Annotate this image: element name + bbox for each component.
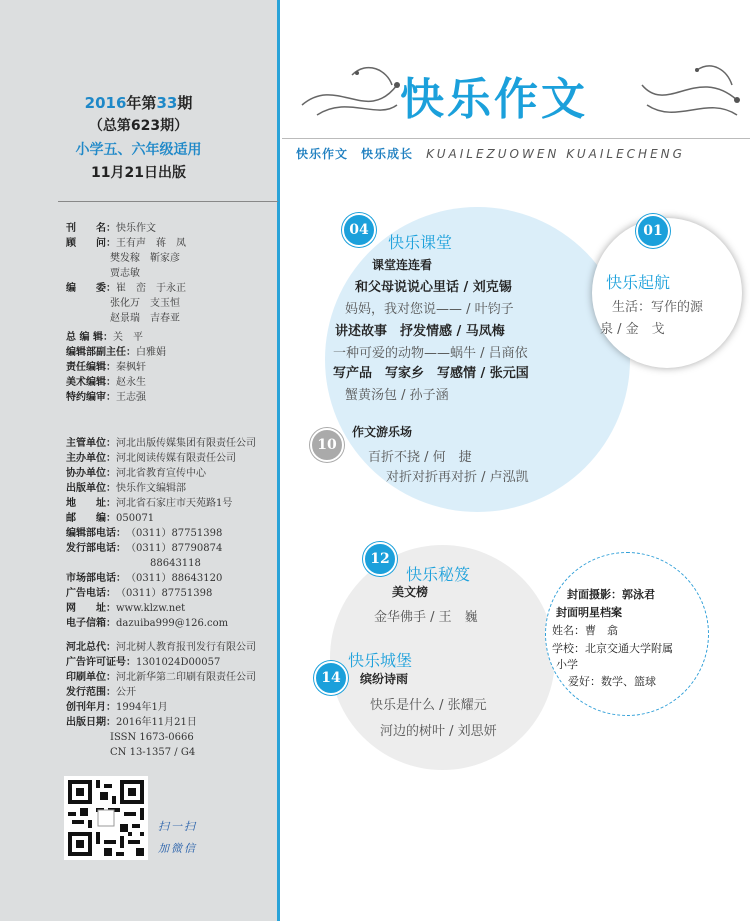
credit-row — [66, 745, 256, 760]
credit-value: www.klzw.net — [116, 603, 186, 614]
credit-row — [66, 466, 256, 481]
article-line: 对折对折再对折 / 卢泓凯 — [386, 470, 529, 485]
credit-row — [66, 571, 256, 586]
credit-row — [66, 685, 256, 700]
credit-row — [66, 345, 166, 360]
page-badge: 04 — [342, 213, 376, 247]
credit-row — [66, 360, 166, 375]
article-line: 妈妈，我对您说—— / 叶钧子 — [345, 302, 514, 317]
issue-number: 2016年第33期 — [84, 94, 193, 112]
credit-row — [66, 670, 256, 685]
page-badge: 01 — [636, 214, 670, 248]
section-title-launch: 快乐起航 — [606, 273, 671, 292]
credit-row — [66, 451, 256, 466]
advisors-block — [66, 221, 186, 326]
credit-label — [66, 556, 110, 571]
credit-label: 网 址： — [66, 603, 116, 614]
qr-code — [64, 776, 148, 860]
credit-value: 河北省教育宣传中心 — [116, 468, 206, 479]
credit-row — [66, 616, 256, 631]
credit-value: 赵永生 — [116, 377, 146, 388]
credit-value: 快乐作文编辑部 — [116, 483, 186, 494]
credit-value: 王志强 — [116, 392, 146, 403]
credit-row — [66, 655, 256, 670]
credit-row — [66, 601, 256, 616]
credit-row — [66, 586, 256, 601]
credit-value: 2016年11月21日 — [116, 717, 197, 728]
credit-row — [66, 251, 186, 266]
header-rule — [282, 138, 750, 139]
credit-row — [66, 730, 256, 745]
sub-heading: 美文榜 — [392, 585, 429, 599]
publisher-block — [66, 436, 256, 631]
credit-label: 地 址： — [66, 498, 116, 509]
article-line: 写产品 写家乡 写感情 / 张元国 — [333, 366, 529, 381]
credit-value: （0311）87751398 — [126, 528, 223, 539]
article-line: 和父母说说心里话 / 刘克锡 — [355, 280, 512, 295]
page-badge: 14 — [314, 661, 348, 695]
credit-row — [66, 311, 186, 326]
credit-label — [66, 266, 110, 281]
credit-value: 公开 — [116, 687, 136, 698]
section-title-castle: 快乐城堡 — [348, 651, 413, 670]
cover-photo-credit: 封面摄影：郭泳君 — [567, 588, 655, 601]
credit-value: CN 13-1357 / G4 — [110, 747, 196, 758]
credit-value: 贾志敏 — [110, 268, 140, 279]
tagline: 快乐作文 快乐成长 KUAILEZUOWEN KUAILECHENG — [296, 147, 685, 161]
page-badge: 12 — [363, 542, 397, 576]
credit-value: 赵景瑞 吉春亚 — [110, 313, 180, 324]
credit-label: 顾 问： — [66, 238, 116, 249]
credit-label: 创刊年月： — [66, 702, 116, 713]
credit-label: 出版日期： — [66, 717, 116, 728]
article-line: 蟹黄汤包 / 孙子涵 — [345, 388, 449, 403]
cover-star-name: 姓名：曹 翕 — [552, 624, 618, 637]
credit-value: 88643118 — [110, 558, 201, 569]
credit-label: 发行范围： — [66, 687, 116, 698]
credit-value: dazuiba999@126.com — [116, 618, 229, 629]
credit-row — [66, 526, 256, 541]
credit-row — [66, 715, 256, 730]
credit-value: 河北阅读传媒有限责任公司 — [116, 453, 236, 464]
credit-label — [66, 296, 110, 311]
credit-label: 河北总代： — [66, 642, 116, 653]
credit-value: （0311）88643120 — [126, 573, 223, 584]
separator — [58, 201, 278, 202]
wechat-text: 加微信 — [158, 842, 197, 855]
credit-row — [66, 281, 186, 296]
credit-label: 广告许可证号： — [66, 657, 136, 668]
credit-row — [66, 511, 256, 526]
credit-label: 编辑部副主任： — [66, 347, 136, 358]
credit-row — [66, 330, 166, 345]
credit-label: 特约编审： — [66, 392, 116, 403]
credit-row — [66, 700, 256, 715]
credit-row — [66, 236, 186, 251]
scan-text: 扫一扫 — [158, 820, 197, 833]
issue-grade: 小学五、六年级适用 — [75, 142, 202, 158]
credit-label: 主办单位： — [66, 453, 116, 464]
page-badge: 10 — [310, 428, 344, 462]
credit-label: 总 编 辑： — [66, 332, 113, 343]
credit-value: 王有声 蒋 凤 — [116, 238, 186, 249]
credit-label: 协办单位： — [66, 468, 116, 479]
staff-block — [66, 330, 166, 405]
article-line: 一种可爱的动物——蜗牛 / 吕商依 — [333, 346, 528, 361]
credit-label: 刊 名： — [66, 223, 116, 234]
credit-label: 邮 编： — [66, 513, 116, 524]
credit-row — [66, 375, 166, 390]
credit-value: 河北树人教育报刊发行有限公司 — [116, 642, 256, 653]
article-line: 河边的树叶 / 刘思妍 — [380, 724, 497, 739]
magazine-title: 快乐作文 — [400, 74, 588, 125]
cover-star-school: 学校：北京交通大学附属 — [552, 642, 673, 655]
credit-label — [66, 251, 110, 266]
credit-value: 1301024D00057 — [136, 657, 221, 668]
article-line: 泉 / 金 戈 — [600, 322, 665, 337]
issue-date: 11月21日出版 — [91, 165, 186, 181]
credit-label — [66, 730, 110, 745]
article-line: 金华佛手 / 王 巍 — [374, 610, 478, 625]
article-line: 快乐是什么 / 张耀元 — [370, 698, 487, 713]
credit-value: 樊发稼 靳家彦 — [110, 253, 180, 264]
credit-label: 美术编辑： — [66, 377, 116, 388]
credit-row — [66, 390, 166, 405]
credit-value: 050071 — [116, 513, 155, 524]
credit-row — [66, 221, 186, 236]
sub-heading: 课堂连连看 — [372, 258, 433, 272]
credit-label: 印刷单位： — [66, 672, 116, 683]
credit-value: ISSN 1673-0666 — [110, 732, 194, 743]
article-line: 生活：写作的源 — [612, 300, 704, 315]
credit-label — [66, 311, 110, 326]
credit-label: 电子信箱： — [66, 618, 116, 629]
credit-label: 发行部电话： — [66, 543, 126, 554]
credit-label: 出版单位： — [66, 483, 116, 494]
credit-label: 广告电话： — [66, 588, 116, 599]
credit-value: 河北省石家庄市天苑路1号 — [116, 498, 233, 509]
divider-line — [277, 0, 280, 921]
credit-value: 1994年1月 — [116, 702, 168, 713]
credit-value: 崔 峦 于永正 — [116, 283, 186, 294]
credit-label: 市场部电话： — [66, 573, 126, 584]
credit-value: （0311）87790874 — [126, 543, 223, 554]
credit-row — [66, 640, 256, 655]
credit-label: 责任编辑： — [66, 362, 116, 373]
credit-row — [66, 541, 256, 556]
credit-label: 编 委： — [66, 283, 116, 294]
credit-value: 快乐作文 — [116, 223, 156, 234]
sub-heading: 作文游乐场 — [352, 425, 413, 439]
credit-value: 白雅娟 — [136, 347, 166, 358]
section-title-tips: 快乐秘笈 — [406, 565, 471, 584]
sub-heading: 缤纷诗雨 — [360, 672, 409, 686]
credit-value: 河北新华第二印刷有限责任公司 — [116, 672, 256, 683]
cover-star-heading: 封面明星档案 — [556, 606, 622, 619]
cover-star-hobby: 爱好：数学、篮球 — [568, 675, 656, 688]
credit-row — [66, 496, 256, 511]
credit-value: 关 平 — [112, 332, 143, 343]
credit-value: （0311）87751398 — [116, 588, 213, 599]
issue-total: （总第623期） — [88, 118, 189, 134]
credit-label: 主管单位： — [66, 438, 116, 449]
credit-label: 编辑部电话： — [66, 528, 126, 539]
credit-value: 河北出版传媒集团有限责任公司 — [116, 438, 256, 449]
cover-star-school-cont: 小学 — [556, 658, 578, 671]
credit-value: 张化万 支玉恒 — [110, 298, 180, 309]
article-line: 讲述故事 抒发情感 / 马凤梅 — [335, 324, 505, 339]
credit-row — [66, 436, 256, 451]
credit-value: 秦枫轩 — [116, 362, 146, 373]
credit-row — [66, 556, 256, 571]
distribution-block — [66, 640, 256, 760]
credit-label — [66, 745, 110, 760]
section-title-classroom: 快乐课堂 — [388, 233, 453, 252]
credit-row — [66, 266, 186, 281]
credit-row — [66, 296, 186, 311]
article-line: 百折不挠 / 何 捷 — [368, 450, 472, 465]
credit-row — [66, 481, 256, 496]
